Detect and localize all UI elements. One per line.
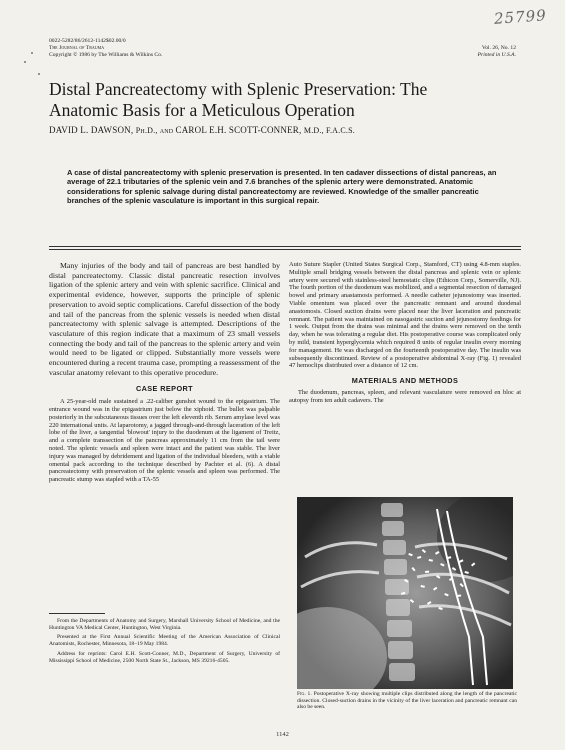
materials-methods-text: The duodenum, pancreas, spleen, and relevant vasculature were removed en bloc at autopsy from ten adult cadavers. The: [289, 388, 521, 404]
footnote-address: Address for reprints: Carol E.H. Scott-Conner, M.D., Department of Surgery, University of Mississippi School of Medicine, 2500 North State St., Jackson, MS 39216-4505.: [49, 650, 280, 664]
title-line-2: Anatomic Basis for a Meticulous Operation: [49, 100, 355, 120]
author-line: [49, 125, 519, 135]
journal-header-right: [478, 45, 516, 59]
author-2-degree: M.D., F.A.C.S.: [303, 126, 355, 135]
scan-speck: [38, 73, 40, 75]
scan-speck: [24, 61, 26, 63]
case-report-heading: CASE REPORT: [135, 384, 194, 394]
copyright-line: Copyright © 1986 by The Williams & Wilkins Co.: [49, 51, 163, 58]
article-title: [49, 79, 519, 121]
footnote-affiliation: From the Departments of Anatomy and Surgery, Marshall University School of Medicine, and the Huntington VA Medical Center, Huntington, West Virginia.: [49, 618, 280, 631]
figure-label: Fig. 1.: [297, 691, 312, 697]
figure-1-caption: [297, 691, 517, 711]
footnote-presented: Presented at the First Annual Scientific Meeting of the American Association of Clinical Anatomists, Rochester, Minnesota, 18–19 May 1984.: [49, 634, 280, 648]
volume-issue: Vol. 26, No. 12: [481, 45, 516, 51]
author-1-degree: Ph.D., and: [135, 126, 176, 135]
footnotes: [49, 613, 280, 667]
page-number: 1142: [276, 731, 289, 738]
title-line-1: Distal Pancreatectomy with Splenic Preservation: The: [49, 79, 428, 99]
printed-location: Printed in U.S.A.: [477, 51, 516, 58]
materials-methods-heading: MATERIALS AND METHODS: [351, 376, 459, 386]
abstract-rule-top: [49, 246, 521, 247]
abstract: A case of distal pancreatectomy with splenic preservation is presented. In ten cadaver dissections of distal pancreas, an average of 22.1 tributaries of the splenic vein and 7.6 branches of the splenic artery were demonstrated. Anatomic considerations for splenic salvage during distal pancreatectomy are reviewed. Knowledge of the smaller pancreatic branches of the splenic vasculature is important in this surgical repair.: [67, 168, 497, 206]
case-report-text: A 25-year-old male sustained a .22-caliber gunshot wound to the epigastrium. The entrance wound was in the epigastrium just below the xiphoid. The bullet was palpable posteriorly in the subcutaneous tissues over the left eleventh rib. Serum amylase level was 220 international units. At laparotomy, a jagged through-and-through laceration of the left lobe of the liver, a tangential 'blowout' injury to the duodenum at the ligament of Treitz, and a complete transsection of the pancreas approximately 11 cm from the tail were noted. The splenic vessels and spleen were intact and the patient was stable. The liver injury was managed by debridement and ligation of the individual bleeders, with a viable omental pack according to the technique described by Pachter et al. (6). A distal pancreatectomy with preservation of the splenic vessels and spleen was performed. The pancreatic stump was stapled with a TA-55: [49, 398, 280, 484]
intro-paragraph: Many injuries of the body and tail of pancreas are best handled by distal pancreatectomy. Classic distal pancreatic resection involves ligation of the splenic artery and vein with splenic sacrifice. Clinical and experimental evidence, however, supports the principle of splenic preservation to avoid septic complications. Careful dissection of the body and tail of the pancreas from the splenic vessels is needed when distal pancreatectomy with splenic salvage is attempted. Descriptions of the vasculature of this region indicate that a maximum of 23 small vessels connecting the body and tail of the pancreas to the splenic artery and vein would need to be ligated or clipped. Substantially more vessels were encountered during a recent trauma case, prompting a reassessment of the vascular anatomy relevant to this operative procedure.: [49, 261, 280, 377]
footnote-rule: [49, 613, 105, 614]
handwritten-note: 25799: [493, 6, 548, 28]
left-column: [49, 261, 280, 484]
article-code: 0022-5282/86/2612-1142$02.00/0: [49, 38, 126, 44]
journal-header-left: [49, 38, 162, 58]
author-2: CAROL E.H. SCOTT-CONNER,: [175, 125, 304, 135]
journal-name: The Journal of Trauma: [49, 44, 105, 51]
abstract-rule-bottom: [49, 249, 521, 250]
figure-1-xray-image: [297, 497, 513, 689]
author-1: DAVID L. DAWSON,: [49, 125, 136, 135]
case-report-continued: Auto Suture Stapler (United States Surgical Corp., Stamford, CT) using 4.8-mm staples. Multiple small bridging vessels between the distal pancreas and splenic vein or splenic artery were secured with stainless-steel hemostatic clips (Ethicon Corp., Somerville, NJ). The fourth portion of the duodenum was mobilized, and a segmental resection of damaged bowel and primary anastamosis performed. A needle catheter jejunostomy was inserted. Viable omentum was placed over the pancreatic remnant and around duodenal anastomosis. Closed suction drains were placed near the liver laceration and pancreatic remnant. The patient was maintained on nasogastric suction and jejunostomy feedings for 1 week. Output from the drains was minimal and the drains were removed on the tenth day, when he was tolerating a regular diet. His postoperative course was complicated only by mild, transient hyperglycemia which required 8 units of regular insulin every morning for management. He was discharged on the fourteenth postoperative day. The insulin was subsequently discontinued. Review of a postoperative abdominal X-ray (Fig. 1) revealed 47 hemoclips distributed over a distance of 12 cm.: [289, 261, 521, 370]
figure-caption-text: Postoperative X-ray showing multiple clips distributed along the length of the pancreatic dissection. Closed-suction drains in the vicinity of the liver laceration and pancreatic remnant can also be seen.: [297, 691, 517, 711]
right-column: [289, 261, 521, 405]
scan-speck: [31, 52, 33, 54]
